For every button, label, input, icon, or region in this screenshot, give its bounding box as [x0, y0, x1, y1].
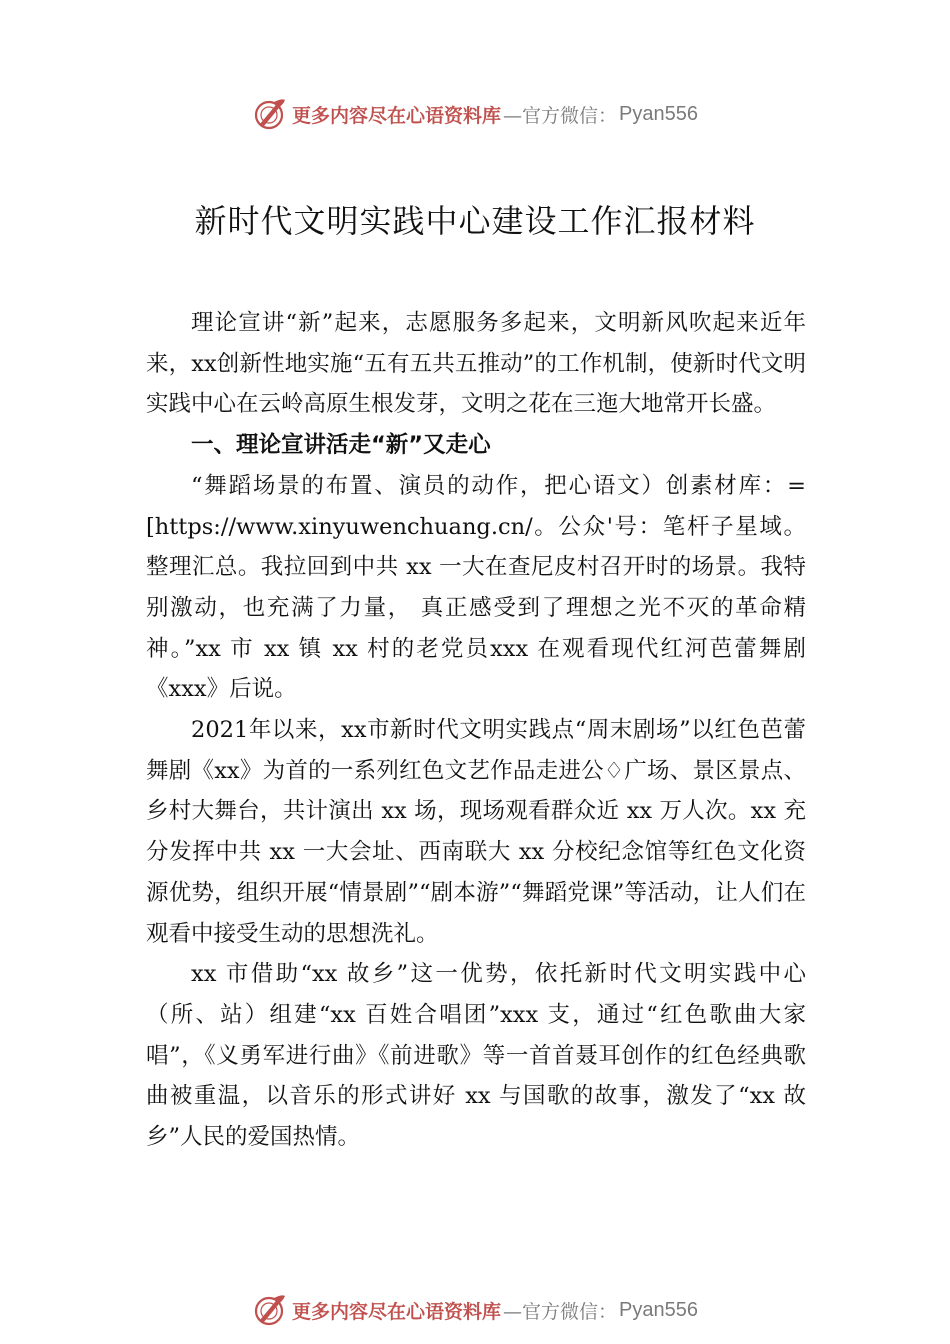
- header-banner: [0, 94, 950, 134]
- paragraph-quote: “舞蹈场景的布置、演员的动作，把心语文）创素材库：=[https://www.xinyuwenchuang.cn/。公众'号：笔杆子星域。整理汇总。我拉回到中共 xx 一大在查尼皮村召开时的场景。我特别激动，也充满了力量， 真正感受到了理想之光不灭的革命精神。”xx 市 xx 镇 xx 村的老党员xxx 在观看现代红河芭蕾舞剧《xxx》后说。: [146, 472, 806, 703]
- paragraph-choir: xx 市借助“xx 故乡”这一优势，依托新时代文明实践中心（所、站）组建“xx 百姓合唱团”xxx 支，通过“红色歌曲大家唱”，《义勇军进行曲》《前进歌》等一首首聂耳创作的红色经典歌曲被重温，以音乐的形式讲好 xx 与国歌的故事，激发了“xx 故乡”人民的爱国热情。: [146, 961, 806, 1151]
- section-heading-1: 一、理论宣讲活走“新”又走心: [191, 432, 491, 459]
- wechat-handle: Pyan556: [619, 1298, 698, 1321]
- promo-text: 更多内容尽在心语资料库: [292, 104, 502, 127]
- wechat-label: —官方微信：: [503, 104, 618, 127]
- quill-seal-icon: [252, 1292, 288, 1328]
- document-title: 新时代文明实践中心建设工作汇报材料: [194, 202, 756, 240]
- quill-seal-icon: [252, 96, 288, 132]
- paragraph-theatre: 2021年以来，xx市新时代文明实践点“周末剧场”以红色芭蕾舞剧《xx》为首的一系列红色文艺作品走进公♢广场、景区景点、乡村大舞台，共计演出 xx 场，现场观看群众近 xx 万人次。xx 充分发挥中共 xx 一大会址、西南联大 xx 分校纪念馆等红色文化资源优势，组织开展“情景剧”“剧本游”“舞蹈党课”等活动，让人们在观看中接受生动的思想洗礼。: [146, 717, 806, 947]
- footer-banner: [0, 1290, 950, 1330]
- wechat-handle: Pyan556: [619, 102, 698, 125]
- wechat-label: —官方微信：: [503, 1300, 618, 1323]
- promo-text: 更多内容尽在心语资料库: [292, 1300, 502, 1323]
- document-body: [146, 303, 806, 1158]
- paragraph-intro: 理论宣讲“新”起来，志愿服务多起来，文明新风吹起来近年来，xx创新性地实施“五有五共五推动”的工作机制，使新时代文明实践中心在云岭高原生根发芽，文明之花在三迤大地常开长盛。: [146, 310, 806, 418]
